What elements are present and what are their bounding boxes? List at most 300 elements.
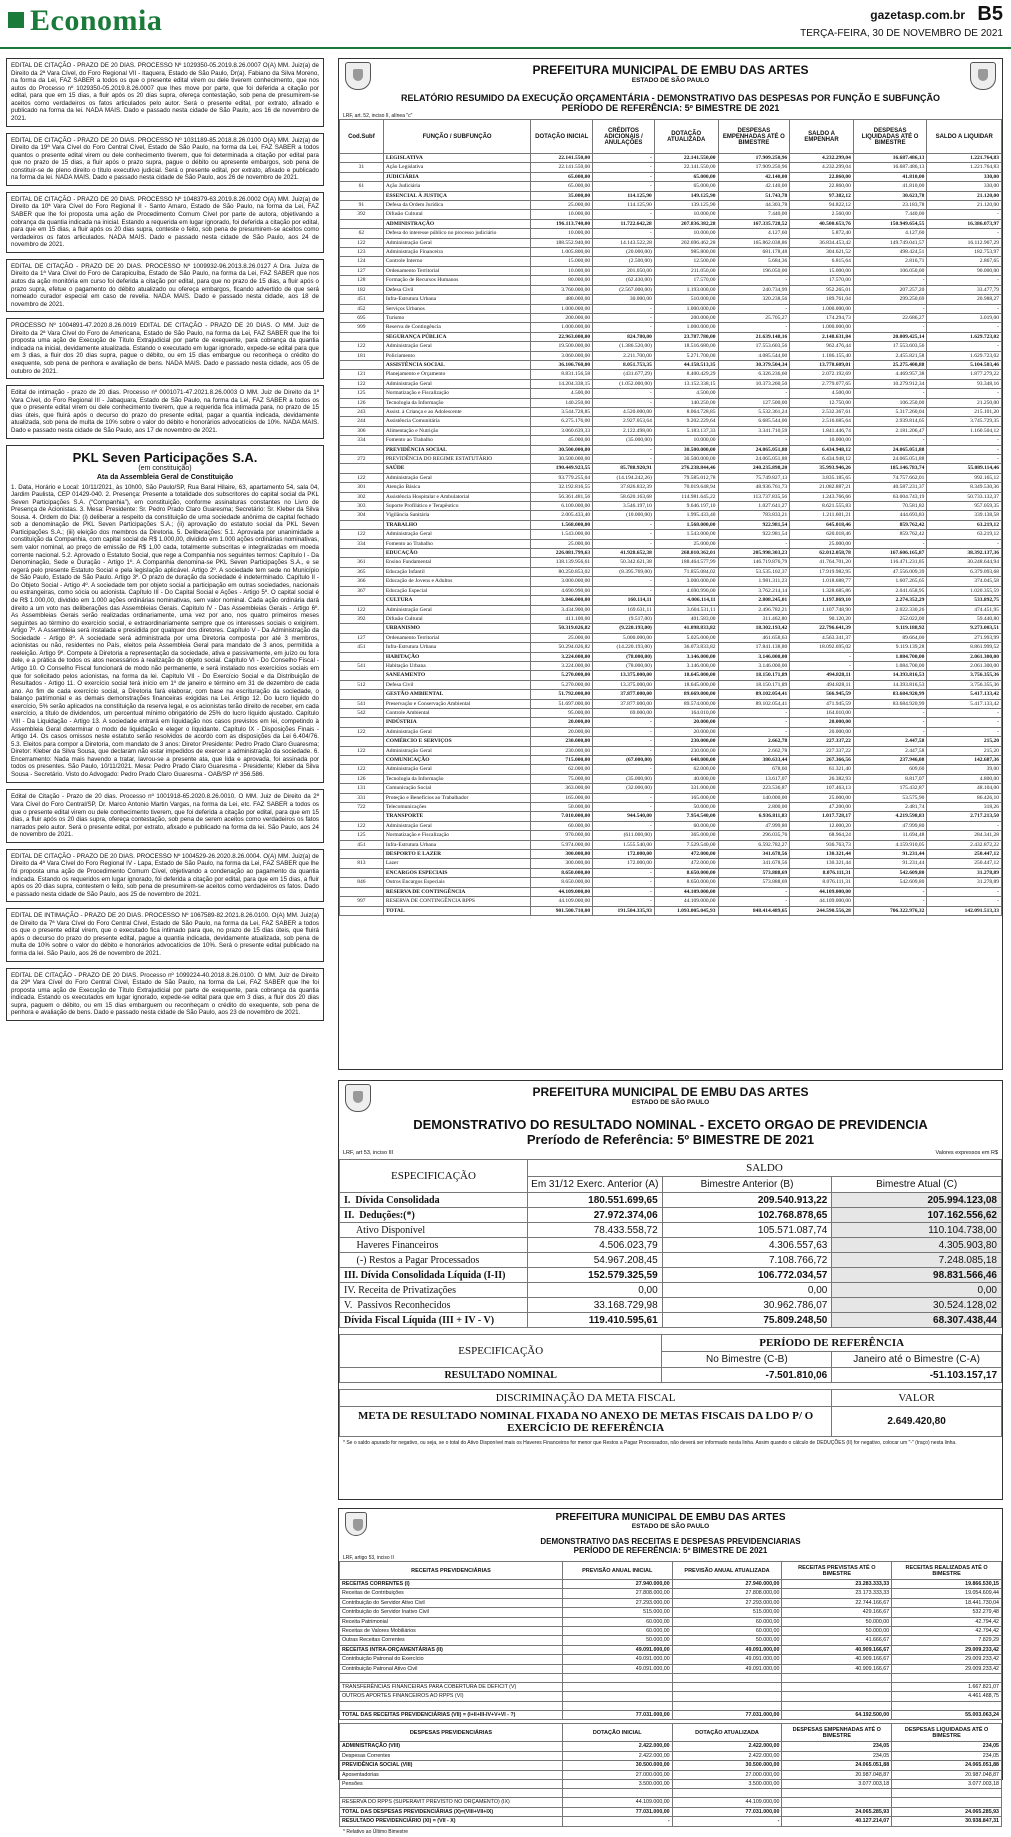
value-cell: (431.677,29) xyxy=(593,370,655,379)
table-row xyxy=(340,248,1002,257)
table-row xyxy=(340,201,1002,210)
value-cell: 22.860,00 xyxy=(790,182,854,191)
value-cell: 50.000,00 xyxy=(782,1617,892,1626)
column-header: DOTAÇÃO INICIAL xyxy=(562,1724,672,1742)
prefeitura-name: PREFEITURA MUNICIPAL DE EMBU DAS ARTES xyxy=(555,1512,786,1523)
value-cell: 363.000,00 xyxy=(531,784,593,793)
label-cell: TOTAL DAS DESPESAS PREVIDENCIÁRIAS (X)=(VIII+VII+IX) xyxy=(340,1807,563,1816)
funcao-cell: Reserva de Contingência xyxy=(383,323,531,332)
value-cell: 30.500.000,00 xyxy=(562,1761,672,1770)
funcao-cell: Fomento ao Trabalho xyxy=(383,436,531,445)
value-cell: 5.271.700,00 xyxy=(654,351,718,360)
value-cell: 18.441.730,04 xyxy=(892,1598,1002,1607)
value-cell: 471.945,59 xyxy=(790,699,854,708)
value-cell: 35.993.946,26 xyxy=(790,464,854,473)
funcao-cell: Administração Geral xyxy=(383,473,531,482)
meta-table xyxy=(339,1389,1002,1437)
value-cell: 695 xyxy=(340,313,384,322)
table-row xyxy=(340,407,1002,416)
value-cell: - xyxy=(927,229,1002,238)
value-cell: 300.000,00 xyxy=(531,850,593,859)
value-cell: 122 xyxy=(340,238,384,247)
value-cell: - xyxy=(853,727,927,736)
value-cell xyxy=(340,332,384,341)
funcao-cell: PREVIDÊNCIA SOCIAL xyxy=(383,445,531,454)
value-cell: 1.667.821,07 xyxy=(892,1683,1002,1692)
value-cell xyxy=(340,906,384,915)
value-cell xyxy=(340,690,384,699)
value-cell: 3.224.000,00 xyxy=(531,652,593,661)
funcao-cell: Normatização e Fiscalização xyxy=(383,831,531,840)
funcao-cell: Controle Ambiental xyxy=(383,708,531,717)
table-row xyxy=(340,266,1002,275)
value-cell: - xyxy=(593,154,655,163)
section-square-icon xyxy=(8,12,24,28)
label-cell: PREVIDÊNCIA SOCIAL (VIII) xyxy=(340,1761,563,1770)
value-cell: 62 xyxy=(340,229,384,238)
value-cell: 243 xyxy=(340,407,384,416)
value-cell: 859.762,42 xyxy=(853,530,927,539)
table-row xyxy=(340,426,1002,435)
edital-notice xyxy=(6,908,324,961)
value-cell: - xyxy=(593,445,655,454)
value-cell: 30.500.000,00 xyxy=(672,1761,782,1770)
table-row xyxy=(340,549,1002,558)
value-cell xyxy=(340,191,384,200)
value-cell: 2.422.000,00 xyxy=(672,1751,782,1760)
page-number: B5 xyxy=(977,3,1003,25)
value-cell: - xyxy=(853,718,927,727)
value-cell: - xyxy=(853,708,927,717)
value-cell: 515.000,00 xyxy=(672,1608,782,1617)
col-bim-anterior-header: Bimestre Anterior (B) xyxy=(662,1177,832,1193)
value-cell: 29.009.233,42 xyxy=(892,1655,1002,1664)
value-cell: 17.909.250,96 xyxy=(718,154,790,163)
edital-notice xyxy=(6,849,324,902)
label-cell xyxy=(340,1674,563,1683)
spec-cell: Haveres Financeiros xyxy=(340,1238,528,1253)
value-cell: 83.684.920,99 xyxy=(853,699,927,708)
value-cell: (1.052.000,00) xyxy=(593,379,655,388)
value-cell: 7.829,29 xyxy=(892,1636,1002,1645)
value-cell: 715.000,00 xyxy=(531,756,593,765)
value-cell: 17.553.603,56 xyxy=(718,342,790,351)
value-cell: 3.000.000,00 xyxy=(531,577,593,586)
value-cell xyxy=(782,1683,892,1692)
value-cell: 19.054.609,44 xyxy=(892,1589,1002,1598)
value-cell: 18.302.193,42 xyxy=(718,624,790,633)
pkl-subtitle: (em constituição) xyxy=(138,464,192,472)
value-cell: 339.138,58 xyxy=(927,511,1002,520)
table-row xyxy=(340,389,1002,398)
value-cell: 4.500,00 xyxy=(654,389,718,398)
funcao-cell: Ordenamento Territorial xyxy=(383,266,531,275)
value-cell: - xyxy=(790,661,854,670)
value-cell: 27.000.000,00 xyxy=(562,1770,672,1779)
value-cell: 331.000,00 xyxy=(654,784,718,793)
value-cell: 122 xyxy=(340,821,384,830)
value-cell: 31 xyxy=(340,163,384,172)
table-row xyxy=(340,1636,1002,1645)
value-cell: 6.434.948,12 xyxy=(790,455,854,464)
value-cell xyxy=(340,737,384,746)
value-cell: 122 xyxy=(340,530,384,539)
value-cell: 22.963.000,00 xyxy=(531,332,593,341)
value-cell: 8.650.000,00 xyxy=(531,868,593,877)
funcao-cell: CULTURA xyxy=(383,596,531,605)
value-cell: 18.645.000,00 xyxy=(654,671,718,680)
table-row xyxy=(340,868,1002,877)
table-row xyxy=(340,727,1002,736)
value-cell: 7.108.766,72 xyxy=(662,1253,832,1268)
funcao-cell: TOTAL xyxy=(383,906,531,915)
value-cell: 30.962.786,07 xyxy=(662,1298,832,1313)
value-cell xyxy=(340,756,384,765)
funcao-cell: Formação de Recursos Humanos xyxy=(383,276,531,285)
crest-icon xyxy=(345,1084,371,1112)
value-cell xyxy=(340,671,384,680)
value-cell: 1.629.723,02 xyxy=(927,332,1002,341)
table-row xyxy=(340,473,1002,482)
funcao-cell: Normatização e Fiscalização xyxy=(383,389,531,398)
value-cell: 1.020.355,59 xyxy=(927,586,1002,595)
column-header: DESPESAS EMPENHADAS ATÉ O BIMESTRE xyxy=(782,1724,892,1742)
page-date: TERÇA-FEIRA, 30 DE NOVEMBRO DE 2021 xyxy=(800,28,1003,39)
table-row xyxy=(340,511,1002,520)
value-cell: 32.192.816,55 xyxy=(531,483,593,492)
value-cell: 17.919.982,95 xyxy=(790,567,854,576)
edital-text: Edital de Citação - Prazo de 20 dias. Processo nº 1001918-65.2020.8.26.0010. O MM. Juiz de Direito da 2ª Vara Cível do Foro Central/SP, Dr. Marco Antonio Martin Vargas, na forma da Lei, etc. FAZ SABER a todos os que o presente edital virem ou dele conhecimento tiverem, que foi deferida a citação por edital, para que em 15 dias, a fluir após os 20 dias supra, ofereça contestação, sob pena de serem aceitos como verdadeiros os fatos narrados pelo autor. Será o presente edital, por extrato, afixado e publicado na forma da lei. São Paulo, aos 24 de novembro de 2021. xyxy=(11,793,319,839)
value-cell: 205.998.303,23 xyxy=(718,549,790,558)
value-cell: 296.035,76 xyxy=(718,831,790,840)
value-cell: 40.500.653,76 xyxy=(790,219,854,228)
value-cell: 40.127.214,07 xyxy=(782,1817,892,1826)
value-cell: 140.250,00 xyxy=(531,398,593,407)
value-cell: 4.085.544,00 xyxy=(718,351,790,360)
value-cell: 24.065.051,88 xyxy=(718,455,790,464)
value-cell: 21.120,00 xyxy=(927,201,1002,210)
value-cell: 146.719.876,79 xyxy=(718,558,790,567)
value-cell: (1.386.520,00) xyxy=(593,342,655,351)
value-cell: 89.669.000,00 xyxy=(654,690,718,699)
value-cell: 7.248.085,18 xyxy=(832,1253,1002,1268)
value-cell: 985.800,00 xyxy=(654,248,718,257)
value-cell: 2.432.872,22 xyxy=(927,840,1002,849)
col-anterior-header: Em 31/12 Exerc. Anterior (A) xyxy=(527,1177,662,1193)
value-cell: 25.275.400,88 xyxy=(853,360,927,369)
value-cell: 4.159.910,05 xyxy=(853,840,927,849)
value-cell: 44.109.000,00 xyxy=(672,1798,782,1807)
value-cell: 22.796.641,39 xyxy=(790,624,854,633)
table-header xyxy=(340,1724,1002,1742)
value-cell: 93.348,16 xyxy=(927,379,1002,388)
value-cell: 29.009.233,42 xyxy=(892,1664,1002,1673)
table-row xyxy=(340,596,1002,605)
value-cell: 9.119.139,28 xyxy=(853,643,927,652)
value-cell: 0,00 xyxy=(527,1283,662,1298)
value-cell: - xyxy=(593,897,655,906)
value-cell: 13.375.000,00 xyxy=(593,680,655,689)
value-cell: 494.828,11 xyxy=(790,680,854,689)
page-header xyxy=(0,0,1011,52)
value-cell: 461.658,63 xyxy=(718,633,790,642)
value-cell: - xyxy=(593,577,655,586)
value-cell: (9.517,00) xyxy=(593,614,655,623)
value-cell: 27.808.000,00 xyxy=(672,1589,782,1598)
value-cell: 4.232.299,04 xyxy=(790,154,854,163)
funcao-cell: RESERVA DE CONTINGÊNCIA xyxy=(383,887,531,896)
value-cell xyxy=(782,1692,892,1701)
value-cell xyxy=(782,1798,892,1807)
value-cell: - xyxy=(593,398,655,407)
value-cell: 303 xyxy=(340,502,384,511)
value-cell: 122 xyxy=(340,765,384,774)
value-cell: 27.000.000,00 xyxy=(672,1770,782,1779)
spec-cell: V. Passivos Reconhecidos xyxy=(340,1298,528,1313)
value-cell: 9.273.003,51 xyxy=(927,624,1002,633)
value-cell: 472.000,00 xyxy=(654,850,718,859)
value-cell: 40.587.231,37 xyxy=(853,483,927,492)
value-cell: 64.192.500,00 xyxy=(782,1710,892,1719)
value-cell: 541 xyxy=(340,661,384,670)
despesas-prev-table xyxy=(339,1723,1002,1826)
value-cell: 175.432,87 xyxy=(853,784,927,793)
value-cell: 452 xyxy=(340,304,384,313)
value-cell: 472.000,00 xyxy=(654,859,718,868)
funcao-cell: Defesa da Ordem Jurídica xyxy=(383,201,531,210)
value-cell: 42.140,00 xyxy=(718,182,790,191)
value-cell: 8.076.111,31 xyxy=(790,868,854,877)
value-cell: 174.294,73 xyxy=(790,313,854,322)
value-cell: - xyxy=(593,313,655,322)
value-cell: 22.141.550,00 xyxy=(654,154,718,163)
value-cell: 68.964,24 xyxy=(790,831,854,840)
value-cell xyxy=(340,154,384,163)
site-url: gazetasp.com.br xyxy=(870,8,965,22)
value-cell: 85.788.920,91 xyxy=(593,464,655,473)
table-row xyxy=(340,690,1002,699)
table-row xyxy=(340,295,1002,304)
value-cell: 172.000,00 xyxy=(593,859,655,868)
value-cell xyxy=(782,1674,892,1683)
table-row xyxy=(340,567,1002,576)
edital-text: EDITAL DE CITAÇÃO - PRAZO DE 20 DIAS. PROCESSO Nº 1029350-05.2019.8.26.0007 O(A) MM. Juiz(a) de Direito da 2ª Vara Cível, do Foro Regional VII - Itaquera, Estado de São Paulo, Dr(a). Fabiano da Silva Moreno, na forma da Lei, FAZ SABER a todos os que o presente edital virem ou dele tiverem conhecimento, que nos autos do Processo nº 1029350-05.2019.8.26.0007 que lhes move por parte, que foi deferida a citação por edital, para que em 15 dias, a fluir após os 20 dias supra, ofereça contestação, sob pena de presumirem-se aceitos como verdadeiros os fatos articulados pelo autor. Será o presente edital, por extrato, afixado e publicado na forma da lei. NADA MAIS. Dado e passado nesta cidade de São Paulo, aos 16 de novembro de 2021. xyxy=(11,62,319,122)
table-row xyxy=(340,756,1002,765)
value-cell: 24.065.051,88 xyxy=(853,455,927,464)
value-cell: 47.556.009,39 xyxy=(853,567,927,576)
value-cell: 11.694,48 xyxy=(853,831,927,840)
value-cell: 2.181.206,47 xyxy=(853,426,927,435)
value-cell: 12.750,00 xyxy=(790,398,854,407)
report-title: RELATÓRIO RESUMIDO DA EXECUÇÃO ORÇAMENTÁRIA - DEMONSTRATIVO DAS DESPESAS POR FUNÇÃO E SUBFUNÇÃO xyxy=(400,93,941,103)
header-rule xyxy=(0,47,1011,49)
value-cell: 8.650.000,00 xyxy=(654,878,718,887)
lrf-reference: LRF, art. 52, inciso II, alínea "c" xyxy=(343,113,413,119)
value-cell: 53.575,90 xyxy=(853,793,927,802)
value-cell: 678,60 xyxy=(718,765,790,774)
value-cell: 4.461.488,75 xyxy=(892,1692,1002,1701)
value-cell: 215.101,20 xyxy=(927,407,1002,416)
table-row xyxy=(340,803,1002,812)
value-cell: 5.270.000,00 xyxy=(531,671,593,680)
spec-cell: IV. Receita de Privatizações xyxy=(340,1283,528,1298)
value-cell: 4.469.957,38 xyxy=(853,370,927,379)
value-cell: 367 xyxy=(340,586,384,595)
value-cell: 207.836.382,28 xyxy=(654,219,718,228)
value-cell: 131 xyxy=(340,784,384,793)
value-cell: 44.109.000,00 xyxy=(654,887,718,896)
value-cell: 17.841.138,80 xyxy=(718,643,790,652)
value-cell: 267.366,56 xyxy=(790,756,854,765)
value-cell: 230.000,00 xyxy=(654,737,718,746)
value-cell: 609,60 xyxy=(853,765,927,774)
report-header xyxy=(339,1081,1002,1115)
lrf-reference: LRF, artigo 53, inciso II xyxy=(343,1555,394,1561)
value-cell: 152.579.325,59 xyxy=(527,1268,662,1283)
meta-label: META DE RESULTADO NOMINAL FIXADA NO ANEXO DE METAS FISCAIS DA LDO P/ O EXERCÍCIO DE REFERÊNCIA xyxy=(340,1407,832,1437)
value-cell: 89.102.054,41 xyxy=(718,690,790,699)
value-cell: 6.936.811,83 xyxy=(718,812,790,821)
value-cell: 5.000.000,00 xyxy=(593,633,655,642)
label-cell: Receitas de Valores Mobiliários xyxy=(340,1627,563,1636)
value-cell: 107.463,13 xyxy=(790,784,854,793)
value-cell: 20.000,00 xyxy=(790,727,854,736)
value-cell: (78.000,00) xyxy=(593,661,655,670)
funcao-cell: Assistência Comunitária xyxy=(383,417,531,426)
value-cell: (14.194.242,26) xyxy=(593,473,655,482)
value-cell: - xyxy=(927,821,1002,830)
table-row xyxy=(340,859,1002,868)
value-cell: 9.119.188,92 xyxy=(853,624,927,633)
table-row xyxy=(340,154,1002,163)
value-cell: 1.543.000,00 xyxy=(531,530,593,539)
value-cell: 196.050,00 xyxy=(718,266,790,275)
value-cell: 1.084.700,00 xyxy=(853,661,927,670)
value-cell: 123 xyxy=(340,248,384,257)
value-cell: 182 xyxy=(340,285,384,294)
value-cell: 65.000,00 xyxy=(654,182,718,191)
value-cell: - xyxy=(927,887,1002,896)
value-cell: - xyxy=(853,887,927,896)
resultado-nominal-report xyxy=(338,1080,1003,1500)
value-cell: 38.392.137,36 xyxy=(927,549,1002,558)
value-cell: 1.186.155,40 xyxy=(790,351,854,360)
value-cell: 23.183,78 xyxy=(853,201,927,210)
value-cell: 83.684.920,99 xyxy=(853,690,927,699)
value-cell xyxy=(340,520,384,529)
value-cell: 7.440,00 xyxy=(853,210,927,219)
value-cell: - xyxy=(593,737,655,746)
value-cell: 30.248.644,94 xyxy=(927,558,1002,567)
value-cell: - xyxy=(718,887,790,896)
funcao-cell: Assist. à Criança e ao Adolescente xyxy=(383,407,531,416)
value-cell: 106.250,00 xyxy=(853,398,927,407)
value-cell: 106.772.034,57 xyxy=(662,1268,832,1283)
value-cell: 6.100.000,00 xyxy=(531,502,593,511)
value-cell: 22.141.550,00 xyxy=(531,163,593,172)
value-cell: 142.687,36 xyxy=(927,756,1002,765)
value-cell: - xyxy=(927,897,1002,906)
table-row xyxy=(340,360,1002,369)
edital-text: Edital de intimação - prazo de 20 dias. Processo nº 0001071-47.2021.8.26.0003 O MM. Juiz de Direito da 1ª Vara Cível, do Foro Regional III - Jabaquara, Estado de São Paulo, na forma da Lei, FAZ SABER a todos os que o presente edital virem ou dele conhecimento tiverem, que a requerida fica intimada para, no prazo de 15 dias úteis, que fluirá após o decurso do prazo do presente edital, pagar a quantia indicada, devidamente atualizada, sob pena de multa de 10% sobre o valor do débito e honorários advocatícios de 10%. NADA MAIS. Dado e passado nesta cidade de São Paulo, aos 17 de novembro de 2021. xyxy=(11,389,319,434)
value-cell: 37.877.000,00 xyxy=(593,699,655,708)
meta-valor: 2.649.420,80 xyxy=(832,1407,1002,1437)
funcao-cell: Defesa Civil xyxy=(383,285,531,294)
value-cell: 1.193.000,00 xyxy=(654,285,718,294)
value-cell: 17.570,00 xyxy=(654,276,718,285)
value-cell: 181 xyxy=(340,351,384,360)
value-cell: 8.621.555,83 xyxy=(790,502,854,511)
column-header: DESPESAS LIQUIDADAS ATÉ O BIMESTRE xyxy=(853,120,927,154)
pkl-ata-title: Ata da Assembleia Geral de Constituição xyxy=(96,473,234,481)
value-cell: 33.168.729,98 xyxy=(527,1298,662,1313)
value-cell: 65.000,00 xyxy=(654,172,718,181)
value-cell xyxy=(340,652,384,661)
value-cell xyxy=(340,360,384,369)
report-title: DEMONSTRATIVO DAS RECEITAS E DESPESAS PREVIDENCIARIAS xyxy=(540,1537,801,1546)
table-row xyxy=(340,1223,1002,1238)
value-cell: 77.031.000,00 xyxy=(562,1807,672,1816)
funcao-cell: Atenção Básica xyxy=(383,483,531,492)
table-row xyxy=(340,680,1002,689)
value-cell: - xyxy=(927,323,1002,332)
value-cell: 1.005.800,00 xyxy=(531,248,593,257)
value-cell: 126 xyxy=(340,398,384,407)
value-cell: 165.000,00 xyxy=(531,793,593,802)
spec-cell: I. Dívida Consolidada xyxy=(340,1193,528,1208)
value-cell: 498.424,51 xyxy=(853,248,927,257)
funcao-cell: URBANISMO xyxy=(383,624,531,633)
value-cell: 5.104.503,46 xyxy=(927,360,1002,369)
table-row xyxy=(340,163,1002,172)
value-cell: 6.379.093,68 xyxy=(927,567,1002,576)
table-row xyxy=(340,1253,1002,1268)
value-cell: 130.321,44 xyxy=(790,859,854,868)
value-cell: 1.555.540,00 xyxy=(593,840,655,849)
value-cell: 48.104,00 xyxy=(927,784,1002,793)
table-row xyxy=(340,671,1002,680)
value-cell: 102.768.878,65 xyxy=(662,1208,832,1223)
value-cell: 70.581,82 xyxy=(853,502,927,511)
value-cell: 27.293.000,00 xyxy=(672,1598,782,1607)
column-header: PREVISÃO ANUAL ATUALIZADA xyxy=(672,1562,782,1580)
value-cell: 1.000.000,00 xyxy=(531,323,593,332)
value-cell xyxy=(340,887,384,896)
value-cell: 2.939.814,65 xyxy=(853,417,927,426)
value-cell: 60.000,00 xyxy=(672,1617,782,1626)
funcao-cell: Tecnologia da Informação xyxy=(383,774,531,783)
table-row xyxy=(340,483,1002,492)
value-cell: 3.745.729,35 xyxy=(927,417,1002,426)
value-cell: 3.760.000,00 xyxy=(531,285,593,294)
value-cell: 922.981,54 xyxy=(718,530,790,539)
value-cell: 3.835.185,65 xyxy=(790,473,854,482)
column-header: SALDO A EMPENHAR xyxy=(790,120,854,154)
value-cell: 4.500,00 xyxy=(531,389,593,398)
funcao-cell: Planejamento e Orçamento xyxy=(383,370,531,379)
value-cell: (2.567.000,00) xyxy=(593,285,655,294)
value-cell: 1.877.279,22 xyxy=(927,370,1002,379)
value-cell: 411.100,00 xyxy=(531,614,593,623)
table-row xyxy=(340,1655,1002,1664)
value-cell: 4.306.557,63 xyxy=(662,1238,832,1253)
value-cell: 533.892,75 xyxy=(927,596,1002,605)
value-cell: 140.250,00 xyxy=(654,398,718,407)
value-cell: - xyxy=(593,530,655,539)
value-cell: 8.349.530,36 xyxy=(927,483,1002,492)
value-cell: 3.146.000,00 xyxy=(718,652,790,661)
value-cell: 1.841.446,74 xyxy=(790,426,854,435)
